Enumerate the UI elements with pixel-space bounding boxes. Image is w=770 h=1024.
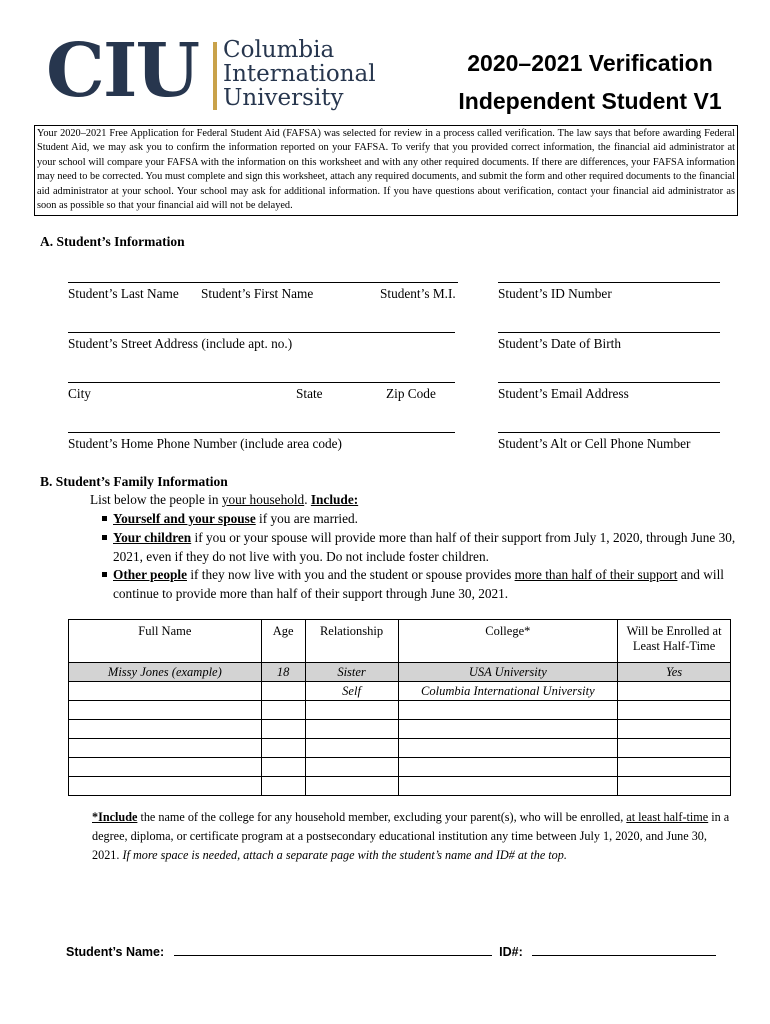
name-line[interactable] (68, 282, 458, 283)
city-label: City (68, 386, 91, 401)
table-row[interactable] (69, 739, 731, 758)
household-intro-pre: List below the people in (90, 492, 222, 507)
table-cell[interactable] (69, 720, 262, 739)
logo-divider (213, 42, 217, 110)
bullet-other-people (102, 566, 743, 603)
bullet-children-strong: Your children (113, 530, 192, 545)
logo-line-1: Columbia (223, 37, 335, 63)
bullet-square-icon (102, 516, 107, 521)
table-cell[interactable] (69, 701, 262, 720)
id-number-line[interactable] (498, 282, 720, 283)
table-cell[interactable] (618, 701, 731, 720)
table-row[interactable] (69, 777, 731, 796)
bullet-square-icon (102, 535, 107, 540)
table-cell: 18 (261, 663, 305, 682)
signature-row (66, 944, 716, 959)
table-cell[interactable] (618, 720, 731, 739)
note-include: *Include (92, 810, 138, 824)
household-intro (90, 491, 358, 510)
household-table (68, 619, 731, 796)
col-age: Age (261, 620, 305, 663)
table-cell[interactable] (261, 758, 305, 777)
table-cell[interactable] (618, 682, 731, 701)
table-cell[interactable]: Columbia International University (398, 682, 618, 701)
col-relationship: Relationship (305, 620, 398, 663)
zip-label: Zip Code (386, 386, 436, 401)
form-title (440, 44, 740, 120)
city-state-zip-line[interactable] (68, 382, 455, 383)
id-label: ID#: (499, 945, 523, 959)
table-cell[interactable] (305, 720, 398, 739)
col-half-time: Will be Enrolled at Least Half-Time (618, 620, 731, 663)
bullet-other-rest-b: and will continue to provide more than half of their support through June 30, 2021. (113, 567, 724, 601)
table-cell[interactable] (398, 701, 618, 720)
table-cell[interactable] (261, 701, 305, 720)
ciu-logo-wordmark (223, 38, 376, 110)
mi-label: Student’s M.I. (380, 286, 456, 301)
bullet-other-strong: Other people (113, 567, 187, 582)
table-cell[interactable] (261, 720, 305, 739)
email-line[interactable] (498, 382, 720, 383)
household-underline: your household (221, 492, 305, 507)
table-cell[interactable] (69, 777, 262, 796)
table-cell[interactable] (69, 758, 262, 777)
bullet-spouse-strong: Yourself and your spouse (113, 511, 256, 526)
bullet-spouse (102, 510, 732, 529)
note-text-a: the name of the college for any household member, excluding your parent(s), who will be enrolled, (137, 810, 627, 824)
bullet-spouse-rest: if you are married. (255, 511, 358, 526)
bullet-other-underline: more than half of their support (514, 567, 678, 582)
table-row[interactable] (69, 682, 731, 701)
table-cell[interactable] (261, 777, 305, 796)
table-row[interactable] (69, 720, 731, 739)
bullet-square-icon (102, 572, 107, 577)
table-cell[interactable] (618, 758, 731, 777)
table-cell[interactable] (398, 720, 618, 739)
state-label: State (296, 386, 323, 401)
cell-phone-line[interactable] (498, 432, 720, 433)
email-label: Student’s Email Address (498, 386, 629, 401)
col-full-name: Full Name (69, 620, 262, 663)
section-b-heading: B. Student’s Family Information (40, 474, 228, 489)
table-cell[interactable] (261, 739, 305, 758)
student-name-line[interactable] (174, 944, 492, 956)
intro-box: Your 2020–2021 Free Application for Federal Student Aid (FAFSA) was selected for review in a process called verification. The law says that before awarding Federal Student Aid, we may ask you to confirm the information reported on your FAFSA. To verify that you provided correct information, the financial aid administrator at your school will compare your FAFSA with the information on this worksheet and with any other required documents. If there are differences, your FAFSA information may need to be corrected. You must complete and sign this worksheet, attach any required documents, and submit the form and other required documents to the financial aid administrator at your school. Your school may ask for additional information. If you have questions about verification, contact your financial aid administrator as soon as possible so that your financial aid will not be delayed. (34, 125, 738, 216)
id-number-label: Student’s ID Number (498, 286, 612, 301)
logo-line-2: International (223, 61, 376, 87)
dob-label: Student’s Date of Birth (498, 336, 621, 351)
table-cell[interactable]: Self (305, 682, 398, 701)
table-cell[interactable] (305, 739, 398, 758)
bullet-children (102, 529, 743, 566)
home-phone-line[interactable] (68, 432, 455, 433)
table-row[interactable] (69, 758, 731, 777)
section-a-heading: A. Student’s Information (40, 234, 185, 249)
note-italic: If more space is needed, attach a separate page with the student’s name and ID# at the top. (122, 848, 567, 862)
table-cell[interactable] (618, 739, 731, 758)
street-line[interactable] (68, 332, 455, 333)
table-header-row (69, 620, 731, 663)
table-cell[interactable] (305, 758, 398, 777)
table-cell: Missy Jones (example) (69, 663, 262, 682)
table-cell: USA University (398, 663, 618, 682)
table-cell[interactable] (398, 739, 618, 758)
table-row[interactable] (69, 701, 731, 720)
title-line-2: Independent Student V1 (458, 88, 722, 114)
first-name-label: Student’s First Name (201, 286, 314, 301)
table-cell[interactable] (261, 682, 305, 701)
bullet-other-rest-a: if they now live with you and the student or spouse provides (187, 567, 515, 582)
household-intro-mid: . (304, 492, 311, 507)
student-name-label: Student’s Name: (66, 945, 165, 959)
col-college: College* (398, 620, 618, 663)
college-note (92, 808, 732, 865)
table-row-example (69, 663, 731, 682)
cell-phone-label: Student’s Alt or Cell Phone Number (498, 436, 691, 451)
street-label: Student’s Street Address (include apt. no.) (68, 336, 293, 351)
home-phone-label: Student’s Home Phone Number (include area code) (68, 436, 342, 451)
include-label: Include: (310, 492, 359, 507)
title-line-1: 2020–2021 Verification (467, 50, 713, 76)
note-underline: at least half-time (626, 810, 709, 824)
table-cell: Sister (305, 663, 398, 682)
table-cell[interactable] (305, 777, 398, 796)
table-cell[interactable] (69, 739, 262, 758)
table-cell[interactable] (69, 682, 262, 701)
bullet-children-rest: if you or your spouse will provide more than half of their support from July 1, 2020, through June 30, 2021, even if they do not live with you. Do not include foster children. (113, 530, 736, 564)
table-cell: Yes (618, 663, 731, 682)
logo-line-3: University (223, 85, 344, 111)
id-line[interactable] (532, 944, 716, 956)
table-cell[interactable] (305, 701, 398, 720)
ciu-logo-mark: CIU (46, 28, 199, 114)
note-text-b: in a degree, diploma, or certificate program at a postsecondary educational institution any time between July 1, 2020, and June 30, 2021. (92, 810, 730, 862)
last-name-label: Student’s Last Name (68, 286, 179, 301)
table-cell[interactable] (398, 758, 618, 777)
table-cell[interactable] (618, 777, 731, 796)
dob-line[interactable] (498, 332, 720, 333)
table-cell[interactable] (398, 777, 618, 796)
